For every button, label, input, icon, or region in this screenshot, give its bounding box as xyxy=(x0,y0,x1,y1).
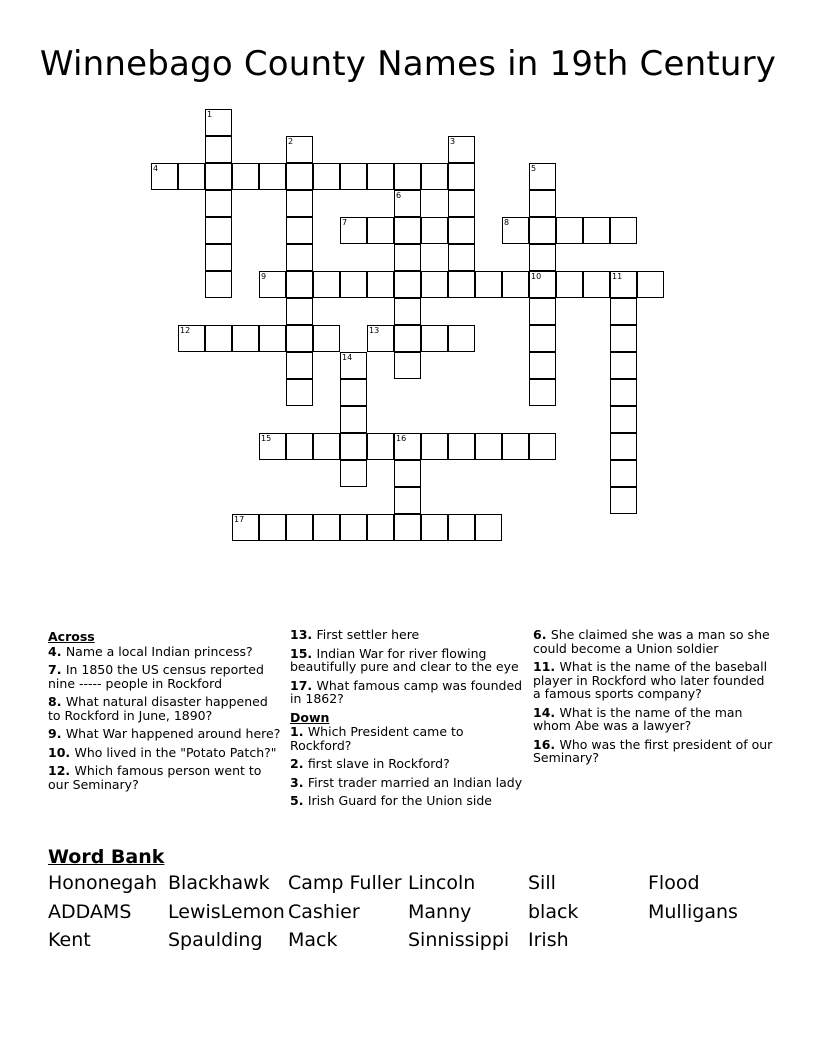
grid-cell xyxy=(340,433,367,460)
grid-number: 12 xyxy=(180,326,191,335)
grid-cell xyxy=(259,325,286,352)
grid-cell xyxy=(205,136,232,163)
grid-cell xyxy=(556,217,583,244)
down-clue-16: 16. Who was the first president of our Seminary? xyxy=(533,736,773,765)
grid-cell xyxy=(421,433,448,460)
across-clue-10: 10. Who lived in the "Potato Patch?" xyxy=(48,744,277,760)
across-clue-9: 9. What War happened around here? xyxy=(48,726,281,741)
grid-cell xyxy=(313,163,340,190)
grid-cell xyxy=(610,217,637,244)
grid-number: 1 xyxy=(207,110,213,119)
grid-cell xyxy=(475,271,502,298)
grid-cell xyxy=(448,271,475,298)
across-clue-12: 12. Which famous person went to our Seminary? xyxy=(48,763,262,792)
grid-cell xyxy=(394,244,421,271)
word-bank-word: Sill xyxy=(528,872,556,894)
grid-number: 8 xyxy=(504,218,510,227)
across-clue-15: 15. Indian War for river flowing beautifully pure and clear to the eye xyxy=(290,645,519,674)
across-clue-4: 4. Name a local Indian princess? xyxy=(48,643,253,659)
grid-cell xyxy=(529,190,556,217)
grid-cell xyxy=(421,325,448,352)
across-clue-8: 8. What natural disaster happened to Rockford in June, 1890? xyxy=(48,694,268,723)
grid-cell xyxy=(367,514,394,541)
grid-cell xyxy=(448,514,475,541)
grid-cell xyxy=(394,217,421,244)
grid-number: 3 xyxy=(450,137,456,146)
grid-cell xyxy=(394,298,421,325)
grid-number: 13 xyxy=(369,326,380,335)
grid-cell xyxy=(205,325,232,352)
grid-cell xyxy=(232,163,259,190)
grid-cell xyxy=(340,379,367,406)
grid-cell xyxy=(637,271,664,298)
page-title: Winnebago County Names in 19th Century xyxy=(39,44,777,84)
grid-cell xyxy=(448,190,475,217)
grid-cell xyxy=(448,325,475,352)
grid-cell xyxy=(313,325,340,352)
grid-cell xyxy=(529,352,556,379)
grid-number: 10 xyxy=(531,272,542,281)
grid-cell xyxy=(205,190,232,217)
grid-number: 16 xyxy=(396,434,407,443)
grid-cell xyxy=(286,325,313,352)
word-bank-word: Spaulding xyxy=(168,929,263,951)
clues-column-1 xyxy=(48,628,284,796)
across-heading: Across xyxy=(48,629,95,644)
grid-cell xyxy=(610,379,637,406)
word-bank-word: Sinnissippi xyxy=(408,929,510,951)
grid-cell xyxy=(286,190,313,217)
grid-cell xyxy=(313,271,340,298)
grid-cell xyxy=(529,433,556,460)
word-bank-word: Irish xyxy=(528,929,569,951)
clues-column-2 xyxy=(290,628,524,813)
grid-cell xyxy=(421,163,448,190)
grid-cell xyxy=(313,433,340,460)
grid-cell xyxy=(394,487,421,514)
grid-cell xyxy=(286,433,313,460)
grid-cell xyxy=(610,460,637,487)
grid-cell xyxy=(340,271,367,298)
grid-cell xyxy=(394,325,421,352)
grid-cell xyxy=(529,325,556,352)
grid-cell xyxy=(286,514,313,541)
word-bank-title: Word Bank xyxy=(48,846,165,868)
grid-cell xyxy=(340,460,367,487)
grid-cell xyxy=(205,244,232,271)
grid-cell xyxy=(367,271,394,298)
grid-cell xyxy=(340,163,367,190)
word-bank-word: Cashier xyxy=(288,901,360,923)
word-bank-word: Camp Fuller xyxy=(288,872,402,894)
down-clue-5: 5. Irish Guard for the Union side xyxy=(290,793,492,808)
grid-cell xyxy=(421,271,448,298)
grid-cell xyxy=(529,217,556,244)
grid-cell xyxy=(367,163,394,190)
grid-cell xyxy=(529,298,556,325)
grid-cell xyxy=(448,244,475,271)
grid-cell xyxy=(610,433,637,460)
grid-cell xyxy=(610,352,637,379)
grid-cell xyxy=(367,433,394,460)
grid-number: 14 xyxy=(342,353,353,362)
grid-number: 9 xyxy=(261,272,267,281)
across-clue-7: 7. In 1850 the US census reported nine ----- people in Rockford xyxy=(48,662,264,691)
across-clue-13: 13. First settler here xyxy=(290,627,420,642)
grid-cell xyxy=(448,163,475,190)
grid-cell xyxy=(394,460,421,487)
word-bank-word: Flood xyxy=(648,872,700,894)
grid-cell xyxy=(394,514,421,541)
grid-cell xyxy=(367,217,394,244)
grid-cell xyxy=(178,163,205,190)
grid-cell xyxy=(610,298,637,325)
grid-cell xyxy=(421,514,448,541)
across-clue-17: 17. What famous camp was founded in 1862? xyxy=(290,677,523,706)
grid-cell xyxy=(205,271,232,298)
down-clue-14: 14. What is the name of the man whom Abe was a lawyer? xyxy=(533,704,743,733)
word-bank-word: Blackhawk xyxy=(168,872,270,894)
grid-cell xyxy=(556,271,583,298)
word-bank-word: Kent xyxy=(48,929,91,951)
grid-cell xyxy=(421,217,448,244)
grid-number: 4 xyxy=(153,164,159,173)
word-bank-word: black xyxy=(528,901,579,923)
grid-cell xyxy=(286,352,313,379)
grid-number: 7 xyxy=(342,218,348,227)
word-bank-word: ADDAMS xyxy=(48,901,132,923)
grid-number: 6 xyxy=(396,191,402,200)
word-bank-word: LewisLemon xyxy=(168,901,285,923)
grid-cell xyxy=(448,217,475,244)
grid-cell xyxy=(394,163,421,190)
grid-cell xyxy=(502,433,529,460)
grid-cell xyxy=(286,244,313,271)
grid-cell xyxy=(610,406,637,433)
grid-cell xyxy=(205,163,232,190)
grid-cell xyxy=(475,433,502,460)
grid-cell xyxy=(394,271,421,298)
grid-number: 17 xyxy=(234,515,245,524)
grid-cell xyxy=(340,406,367,433)
down-clue-2: 2. first slave in Rockford? xyxy=(290,756,450,771)
grid-cell xyxy=(529,379,556,406)
grid-cell xyxy=(502,271,529,298)
grid-number: 15 xyxy=(261,434,272,443)
grid-cell xyxy=(340,514,367,541)
down-heading: Down xyxy=(290,709,330,725)
grid-cell xyxy=(286,298,313,325)
down-clue-6: 6. She claimed she was a man so she could become a Union soldier xyxy=(533,627,770,656)
grid-cell xyxy=(286,217,313,244)
grid-cell xyxy=(232,325,259,352)
grid-cell xyxy=(394,352,421,379)
word-bank-word: Mulligans xyxy=(648,901,738,923)
word-bank-word: Mack xyxy=(288,929,338,951)
word-bank-word: Manny xyxy=(408,901,472,923)
grid-number: 2 xyxy=(288,137,294,146)
down-clue-1: 1. Which President came to Rockford? xyxy=(290,724,464,753)
word-bank-word: Hononegah xyxy=(48,872,158,894)
grid-number: 5 xyxy=(531,164,537,173)
clues-column-3 xyxy=(533,628,773,770)
grid-cell xyxy=(448,433,475,460)
grid-cell xyxy=(286,163,313,190)
grid-cell xyxy=(313,514,340,541)
grid-number: 11 xyxy=(612,272,623,281)
grid-cell xyxy=(286,271,313,298)
grid-cell xyxy=(583,271,610,298)
grid-cell xyxy=(475,514,502,541)
grid-cell xyxy=(205,217,232,244)
grid-cell xyxy=(583,217,610,244)
grid-cell xyxy=(610,325,637,352)
down-clue-3: 3. First trader married an Indian lady xyxy=(290,774,523,790)
grid-cell xyxy=(529,244,556,271)
grid-cell xyxy=(610,487,637,514)
down-clue-11: 11. What is the name of the baseball player in Rockford who later founded a famous sports company? xyxy=(533,659,768,701)
word-bank-word: Lincoln xyxy=(408,872,476,894)
grid-cell xyxy=(259,163,286,190)
grid-cell xyxy=(259,514,286,541)
grid-cell xyxy=(286,379,313,406)
